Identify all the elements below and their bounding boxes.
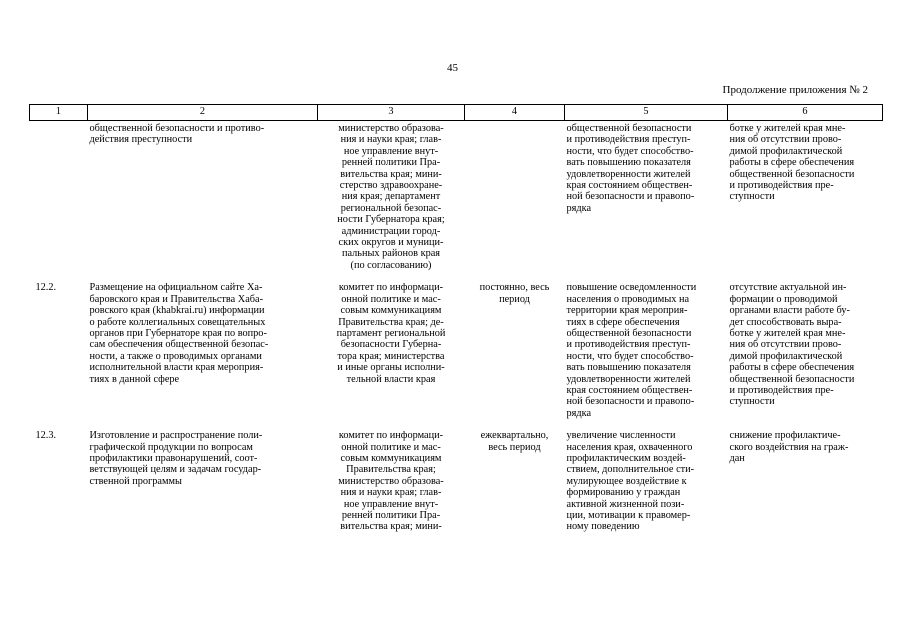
- term-cell: [465, 121, 565, 282]
- cell-text-line: (по согласованию): [350, 259, 432, 271]
- consequence-cell: [728, 121, 883, 282]
- cell-text-line: ности Губернатора края;: [337, 214, 445, 226]
- term-cell: [465, 429, 565, 543]
- cell-text-line: ствием, дополнительное сти-: [566, 464, 695, 476]
- term-cell: [465, 281, 565, 429]
- cell-text-line: о работе коллегиальных совещательных: [89, 316, 266, 328]
- cell-text-line: графической продукции по вопросам: [89, 441, 253, 453]
- cell-text-line: тиях в сфере обеспечения: [566, 316, 680, 328]
- cell-text-line: ния и науки края; глав-: [340, 134, 442, 146]
- cell-text-line: действия преступности: [89, 134, 193, 146]
- measure-name-cell: [88, 281, 318, 429]
- row-number-cell: [30, 121, 88, 282]
- cell-text-line: края состоянием обществен-: [566, 180, 693, 192]
- cell-text-line: профилактическим воздей-: [566, 452, 686, 464]
- cell-text-line: комитет по информаци-: [338, 430, 444, 442]
- cell-text-line: и противодействия преступ-: [566, 134, 691, 146]
- cell-text-line: баровского края и Правительства Хаба-: [89, 293, 264, 305]
- cell-text-line: увеличение численности: [566, 430, 676, 442]
- cell-text-line: ной безопасности и правопо-: [566, 396, 695, 408]
- executors-cell: [318, 121, 465, 282]
- cell-text-line: и иные органы исполни-: [337, 362, 445, 374]
- measure-name-cell: [88, 121, 318, 282]
- header-cell: 2: [88, 105, 318, 121]
- row-number-cell: 12.3.: [35, 430, 57, 442]
- cell-text-line: и противодействия преступ-: [566, 339, 691, 351]
- cell-text-line: вать повышению показателя: [566, 157, 691, 169]
- cell-text-line: вать повышению показателя: [566, 362, 691, 374]
- cell-text-line: и противодействия пре-: [729, 384, 834, 396]
- cell-text-line: органами власти работе бу-: [729, 305, 850, 317]
- cell-text-line: партамент региональной: [336, 327, 446, 339]
- header-cell: 5: [565, 105, 728, 121]
- cell-text-line: рядка: [566, 202, 592, 214]
- cell-text-line: комитет по информаци-: [338, 282, 444, 294]
- cell-text-line: формированию у граждан: [566, 487, 681, 499]
- cell-text-line: онной политике и мас-: [341, 441, 441, 453]
- cell-text-line: министерство образова-: [338, 475, 444, 487]
- expected-result-cell: [565, 121, 728, 282]
- header-cell: 6: [728, 105, 883, 121]
- cell-text-line: ботке у жителей края мне-: [729, 123, 846, 134]
- cell-text-line: ния об отсутствии прово-: [729, 339, 842, 351]
- cell-text-line: онной политике и мас-: [341, 293, 441, 305]
- cell-text-line: ботке у жителей края мне-: [729, 327, 846, 339]
- table-row: [30, 121, 883, 282]
- cell-text-line: территории края мероприя-: [566, 305, 688, 317]
- appendix-table: [29, 104, 883, 543]
- cell-text-line: ности, а также о проводимых органами: [89, 350, 262, 362]
- executors-cell: [318, 429, 465, 543]
- cell-text-line: ровского края (khabkrai.ru) информации: [89, 305, 265, 317]
- cell-text-line: Правительства края;: [346, 464, 436, 476]
- cell-text-line: активной жизненной пози-: [566, 498, 685, 510]
- cell-text-line: общественной безопасности: [566, 123, 692, 134]
- cell-text-line: Размещение на официальном сайте Ха-: [89, 282, 263, 294]
- header-cell: 4: [465, 105, 565, 121]
- cell-text-line: вительства края; мини-: [340, 521, 442, 533]
- cell-text-line: ственной программы: [89, 475, 182, 487]
- cell-text-line: общественной безопасности: [729, 373, 855, 385]
- cell-text-line: ной безопасности и правопо-: [566, 191, 695, 203]
- cell-text-line: сам обеспечения общественной безопас-: [89, 339, 269, 351]
- cell-text-line: общественной безопасности и противо-: [89, 123, 265, 134]
- expected-result-cell: [565, 281, 728, 429]
- cell-text-line: стерство здравоохране-: [339, 180, 443, 192]
- executors-cell: [318, 281, 465, 429]
- cell-text-line: региональной безопас-: [340, 202, 442, 214]
- continuation-label: Продолжение приложения № 2: [722, 84, 868, 96]
- cell-text-line: безопасности Губерна-: [340, 339, 442, 351]
- cell-text-line: ского воздействия на граж-: [729, 441, 849, 453]
- cell-text-line: совым коммуникациям: [340, 452, 442, 464]
- cell-text-line: общественной безопасности: [566, 327, 692, 339]
- cell-text-line: мулирующее воздействие к: [566, 475, 687, 487]
- cell-text-line: ния об отсутствии прово-: [729, 134, 842, 146]
- cell-text-line: димой профилактической: [729, 350, 843, 362]
- cell-text-line: ступности: [729, 191, 775, 203]
- cell-text-line: вительства края; мини-: [340, 168, 442, 180]
- cell-text-line: министерство образова-: [338, 123, 444, 134]
- cell-text-line: формации о проводимой: [729, 293, 838, 305]
- cell-text-line: весь период: [488, 441, 541, 453]
- cell-text-line: общественной безопасности: [729, 168, 855, 180]
- cell-text-line: ности, что будет способство-: [566, 145, 694, 157]
- column-number-header: [30, 105, 883, 121]
- cell-text-line: удовлетворенности жителей: [566, 168, 691, 180]
- cell-text-line: рядка: [566, 407, 592, 419]
- cell-text-line: и противодействия пре-: [729, 180, 834, 192]
- cell-text-line: края состоянием обществен-: [566, 384, 693, 396]
- cell-text-line: удовлетворенности жителей: [566, 373, 691, 385]
- header-cell: 3: [318, 105, 465, 121]
- cell-text-line: постоянно, весь: [479, 282, 550, 294]
- cell-text-line: Правительства края; де-: [338, 316, 444, 328]
- cell-text-line: Изготовление и распространение поли-: [89, 430, 263, 442]
- cell-text-line: населения края, охваченного: [566, 441, 693, 453]
- cell-text-line: профилактики правонарушений, соот-: [89, 452, 258, 464]
- cell-text-line: ции, мотивации к правомер-: [566, 510, 691, 521]
- cell-text-line: ветствующей целям и задачам государ-: [89, 464, 262, 476]
- cell-text-line: отсутствие актуальной ин-: [729, 282, 847, 294]
- cell-text-line: исполнительной власти края мероприя-: [89, 362, 264, 374]
- cell-text-line: ному поведению: [566, 521, 640, 533]
- table-row: [30, 429, 883, 543]
- cell-text-line: ности, что будет способство-: [566, 350, 694, 362]
- measure-name-cell: [88, 429, 318, 543]
- cell-text-line: ния края; департамент: [341, 191, 441, 203]
- cell-text-line: период: [499, 293, 530, 305]
- cell-text-line: ния и науки края; глав-: [340, 487, 442, 499]
- cell-text-line: администрации город-: [341, 225, 441, 237]
- cell-text-line: тиях в данной сфере: [89, 373, 180, 385]
- cell-text-line: совым коммуникациям: [340, 305, 442, 317]
- page-number: 45: [447, 62, 458, 74]
- cell-text-line: димой профилактической: [729, 145, 843, 157]
- cell-text-line: работы в сфере обеспечения: [729, 157, 855, 169]
- consequence-cell: [728, 429, 883, 543]
- cell-text-line: ренней политики Пра-: [341, 510, 441, 521]
- cell-text-line: тора края; министерства: [337, 350, 445, 362]
- cell-text-line: ренней политики Пра-: [341, 157, 441, 169]
- cell-text-line: органов при Губернаторе края по вопро-: [89, 327, 267, 339]
- header-cell: 1: [30, 105, 88, 121]
- cell-text-line: работы в сфере обеспечения: [729, 362, 855, 374]
- cell-text-line: снижение профилактиче-: [729, 430, 841, 442]
- cell-text-line: повышение осведомленности: [566, 282, 697, 294]
- consequence-cell: [728, 281, 883, 429]
- cell-text-line: ских округов и муници-: [338, 237, 444, 249]
- expected-result-cell: [565, 429, 728, 543]
- cell-text-line: дет способствовать выра-: [729, 316, 842, 328]
- table-row: [30, 281, 883, 429]
- cell-text-line: ежеквартально,: [480, 430, 549, 442]
- cell-text-line: ное управление внут-: [343, 498, 439, 510]
- cell-text-line: ступности: [729, 396, 775, 408]
- cell-text-line: пальных районов края: [341, 248, 441, 260]
- row-number-cell: 12.2.: [35, 282, 57, 294]
- cell-text-line: ное управление внут-: [343, 145, 439, 157]
- cell-text-line: дан: [729, 452, 745, 464]
- cell-text-line: населения о проводимых на: [566, 293, 690, 305]
- cell-text-line: тельной власти края: [346, 373, 436, 385]
